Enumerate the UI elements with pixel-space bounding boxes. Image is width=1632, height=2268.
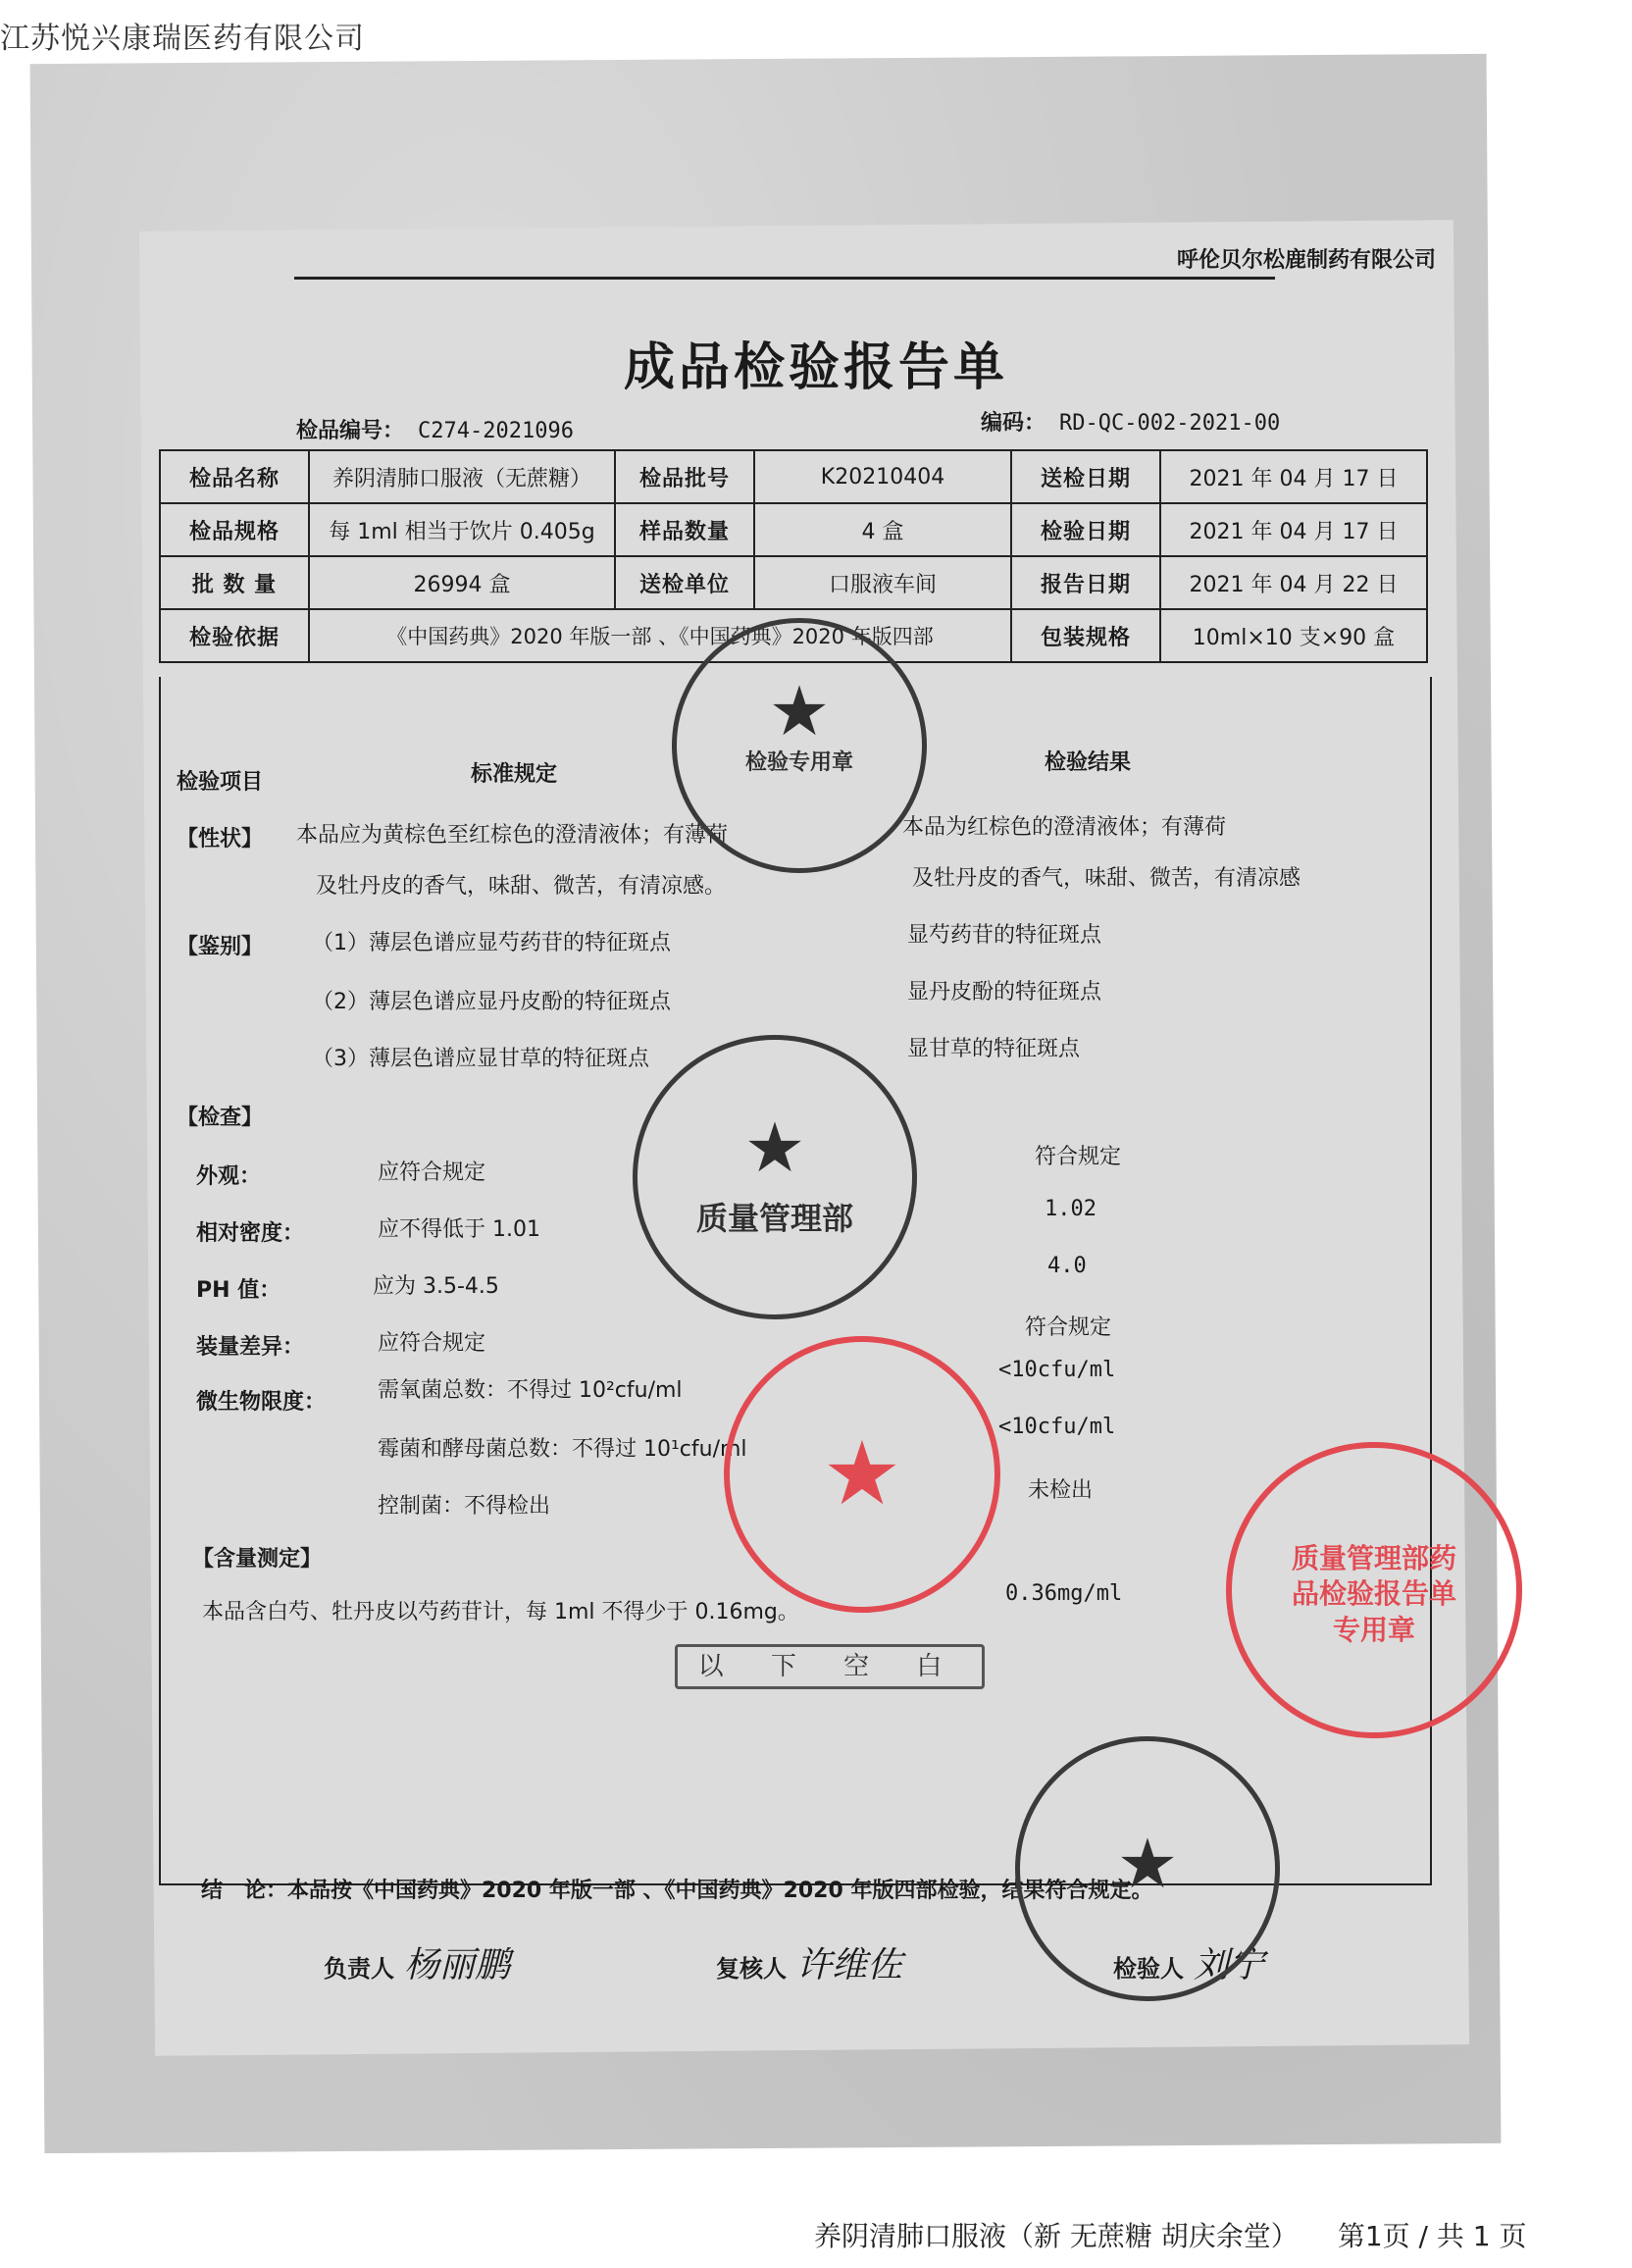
- reviewer-signature: [716, 1937, 902, 1987]
- star-icon: ★: [1116, 1824, 1179, 1904]
- identification-standard-1: （1）薄层色谱应显芍药苷的特征斑点: [312, 931, 671, 955]
- identification-standard-3: （3）薄层色谱应显甘草的特征斑点: [312, 1047, 649, 1071]
- report-title: 成品检验报告单: [623, 338, 1008, 397]
- responsible-name: 杨丽鹏: [404, 1945, 511, 1985]
- column-standard: 标准规定: [471, 762, 558, 787]
- sample-number-label: 检品编号：: [296, 419, 405, 443]
- footer-product: 养阴清肺口服液（新 无蔗糖 胡庆余堂）: [814, 2220, 1299, 2252]
- control-standard: 控制菌：不得检出: [378, 1494, 551, 1519]
- identification-result-1: 显芍药苷的特征斑点: [907, 923, 1102, 948]
- document-code-label: 编码：: [981, 411, 1046, 436]
- quality-dept-seal-text: 质量管理部: [695, 1200, 853, 1237]
- density-result: 1.02: [1045, 1197, 1096, 1221]
- cell-spec: 每 1ml 相当于饮片 0.405g: [309, 503, 615, 556]
- cell-report-date-label: 报告日期: [1011, 556, 1160, 609]
- document-watermark: 江苏悦兴康瑞医药有限公司: [0, 22, 365, 56]
- section-assay: 【含量测定】: [192, 1547, 323, 1572]
- table-row: [160, 556, 1427, 609]
- assay-result: 0.36mg/ml: [1005, 1581, 1123, 1606]
- star-icon: ★: [743, 1108, 806, 1188]
- fill-label: 装量差异：: [196, 1335, 305, 1360]
- character-result-2: 及牡丹皮的香气，味甜、微苦，有清凉感: [912, 866, 1301, 891]
- appearance-label: 外观：: [196, 1164, 262, 1189]
- page-footer: [814, 2215, 1526, 2254]
- reviewer-label: 复核人: [716, 1955, 787, 1983]
- density-standard: 应不得低于 1.01: [378, 1217, 540, 1242]
- cell-test-date-label: 检验日期: [1011, 503, 1160, 556]
- header-rule: [294, 277, 1275, 280]
- sample-number-value: C274-2021096: [418, 419, 574, 443]
- cell-name: 养阴清肺口服液（无蔗糖）: [309, 450, 615, 503]
- micro-label: 微生物限度：: [196, 1390, 327, 1415]
- ph-standard: 应为 3.5-4.5: [373, 1274, 499, 1299]
- cell-report-date: 2021 年 04 月 22 日: [1160, 556, 1427, 609]
- cell-qty: 4 盒: [754, 503, 1011, 556]
- column-item: 检验项目: [177, 770, 264, 795]
- reviewer-name: 许维佐: [796, 1945, 903, 1985]
- density-label: 相对密度：: [196, 1221, 305, 1246]
- aerobic-result: <10cfu/ml: [998, 1358, 1116, 1382]
- section-character: 【性状】: [177, 827, 264, 851]
- fill-result: 符合规定: [1025, 1315, 1112, 1340]
- character-standard-1: 本品应为黄棕色至红棕色的澄清液体；有薄荷: [296, 823, 729, 848]
- ph-label: PH 值：: [196, 1278, 281, 1303]
- inspection-seal: [672, 618, 927, 873]
- document-code: [981, 406, 1280, 437]
- cell-test-date: 2021 年 04 月 17 日: [1160, 503, 1427, 556]
- mold-result: <10cfu/ml: [998, 1415, 1116, 1439]
- cell-basis: 《中国药典》2020 年版一部 、《中国药典》2020 年版四部: [309, 609, 1011, 662]
- identification-result-3: 显甘草的特征斑点: [907, 1037, 1081, 1061]
- sample-number: [296, 414, 574, 444]
- cell-submit-date-label: 送检日期: [1011, 450, 1160, 503]
- inspector-name: 刘宁: [1194, 1945, 1265, 1985]
- quality-dept-seal: [633, 1035, 917, 1319]
- conclusion: 结 论：本品按《中国药典》2020 年版一部 、《中国药典》2020 年版四部检验，结果符合规定。: [201, 1879, 1153, 1903]
- star-icon: ★: [768, 671, 831, 751]
- red-report-seal-text: 质量管理部药品检验报告单专用章: [1291, 1542, 1456, 1646]
- appearance-standard: 应符合规定: [378, 1160, 486, 1185]
- cell-lot: 26994 盒: [309, 556, 615, 609]
- character-standard-2: 及牡丹皮的香气，味甜、微苦，有清凉感。: [316, 874, 727, 899]
- fill-standard: 应符合规定: [378, 1331, 486, 1356]
- appearance-result: 符合规定: [1035, 1145, 1122, 1169]
- issuing-company: 呼伦贝尔松鹿制药有限公司: [1176, 248, 1436, 273]
- star-icon: ★: [822, 1422, 902, 1525]
- cell-batch: K20210404: [754, 450, 1011, 503]
- inspection-seal-text: 检验专用章: [744, 750, 853, 775]
- cell-basis-label: 检验依据: [160, 609, 309, 662]
- inspector-label: 检验人: [1113, 1955, 1184, 1983]
- cell-name-label: 检品名称: [160, 450, 309, 503]
- red-company-seal: [724, 1336, 1000, 1613]
- identification-result-2: 显丹皮酚的特征斑点: [907, 980, 1102, 1005]
- table-row: [160, 503, 1427, 556]
- section-inspection: 【检查】: [177, 1106, 264, 1130]
- cell-spec-label: 检品规格: [160, 503, 309, 556]
- character-result-1: 本品为红棕色的澄清液体；有薄荷: [902, 815, 1227, 840]
- manufacturer-seal: [1015, 1736, 1280, 2001]
- column-result: 检验结果: [1045, 750, 1132, 775]
- mold-standard: 霉菌和酵母菌总数：不得过 10¹cfu/ml: [378, 1437, 747, 1462]
- cell-unit-label: 送检单位: [615, 556, 754, 609]
- document-code-value: RD-QC-002-2021-00: [1059, 411, 1281, 436]
- table-row: [160, 450, 1427, 503]
- responsible-label: 负责人: [324, 1955, 394, 1983]
- ph-result: 4.0: [1047, 1254, 1087, 1278]
- cell-lot-label: 批 数 量: [160, 556, 309, 609]
- assay-standard: 本品含白芍、牡丹皮以芍药苷计，每 1ml 不得少于 0.16mg。: [202, 1600, 799, 1624]
- cell-batch-label: 检品批号: [615, 450, 754, 503]
- aerobic-standard: 需氧菌总数：不得过 10²cfu/ml: [378, 1378, 683, 1403]
- page-number: 第1页 / 共 1 页: [1337, 2220, 1527, 2252]
- end-of-report-mark: 以 下 空 白: [675, 1644, 985, 1689]
- cell-qty-label: 样品数量: [615, 503, 754, 556]
- responsible-signature: [324, 1937, 510, 1987]
- cell-submit-date: 2021 年 04 月 17 日: [1160, 450, 1427, 503]
- cell-unit: 口服液车间: [754, 556, 1011, 609]
- cell-pack-label: 包装规格: [1011, 609, 1160, 662]
- control-result: 未检出: [1028, 1478, 1094, 1503]
- identification-standard-2: （2）薄层色谱应显丹皮酚的特征斑点: [312, 990, 671, 1014]
- cell-pack: 10ml×10 支×90 盒: [1160, 609, 1427, 662]
- red-report-seal: [1226, 1442, 1522, 1738]
- section-identification: 【鉴别】: [177, 935, 264, 959]
